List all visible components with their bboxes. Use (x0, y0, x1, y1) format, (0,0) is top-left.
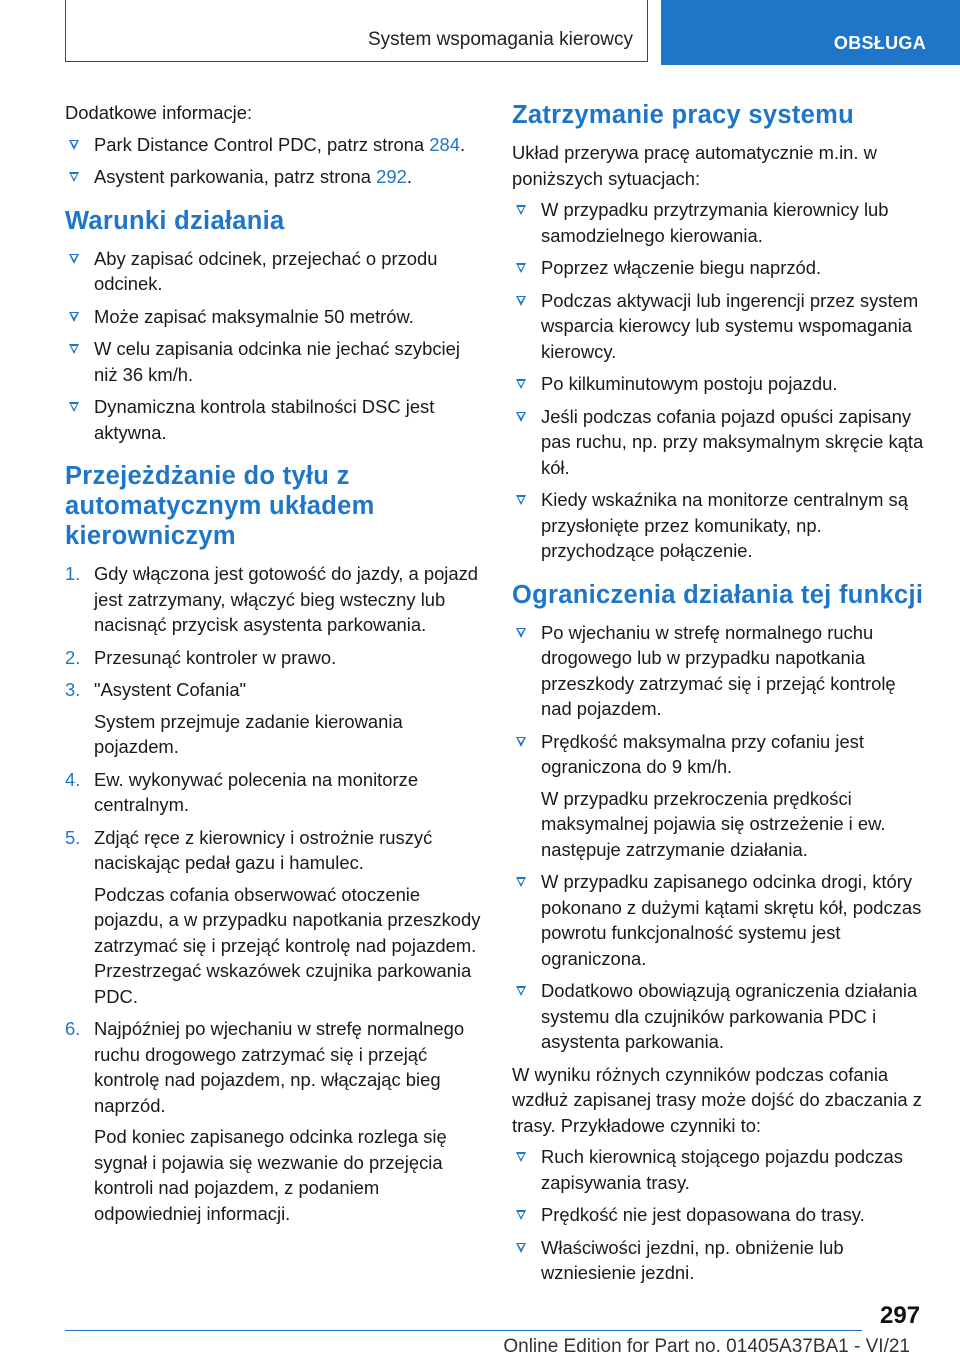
list-item: Park Distance Control PDC, patrz strona 284. (65, 132, 481, 158)
bullet-triangle-icon (516, 628, 526, 638)
list-item: Prędkość maksymalna przy cofaniu jest ograniczona do 9 km/h. W przypadku przekroczenia prędkości maksymalnej pojawia się ostrzeżenie i ew. następuje zatrzymanie działania. (512, 729, 928, 863)
list-item: W celu zapisania odcinka nie jechać szybciej niż 36 km/h. (65, 336, 481, 387)
running-header (65, 0, 648, 62)
bullet-triangle-icon (69, 172, 79, 182)
section-title: System wspomagania kierowcy (367, 29, 633, 50)
additional-info-list (65, 132, 481, 190)
bullet-triangle-icon (516, 205, 526, 215)
page-link[interactable]: 292 (376, 166, 407, 187)
list-item: Aby zapisać odcinek, przejechać o przodu odcinek. (65, 246, 481, 297)
list-item: Kiedy wskaźnika na monitorze centralnym są przysłonięte przez komunikaty, np. przychodzące połączenie. (512, 487, 928, 564)
list-item: Dodatkowo obowiązują ograniczenia działania systemu dla czujników parkowania PDC i asystenta parkowania. (512, 978, 928, 1055)
list-item: Dynamiczna kontrola stabilności DSC jest aktywna. (65, 394, 481, 445)
bullet-triangle-icon (516, 877, 526, 887)
limits-list (512, 620, 928, 1055)
steps-list (65, 561, 481, 1226)
bullet-triangle-icon (516, 412, 526, 422)
step-item: 3. "Asystent Cofania" System przejmuje zadanie kierowania pojazdem. (65, 677, 481, 760)
step-number: 5. (65, 826, 81, 848)
bullet-triangle-icon (69, 312, 79, 322)
list-item: Poprzez włączenie biegu naprzód. (512, 255, 928, 281)
conditions-list (65, 246, 481, 446)
list-item: Podczas aktywacji lub ingerencji przez system wsparcia kierowcy lub systemu wspomagania kierowcy. (512, 288, 928, 365)
bullet-triangle-icon (516, 263, 526, 273)
limits-heading: Ograniczenia działania tej funkcji (512, 580, 924, 609)
deviation-paragraph: W wyniku różnych czynników podczas cofania wzdłuż zapisanej trasy może dojść do zbaczania z trasy. Przykładowe czynniki to: (512, 1063, 922, 1136)
step-item: 1. Gdy włączona jest gotowość do jazdy, a pojazd jest zatrzymany, włączyć bieg wsteczny lub nacisnąć przycisk asystenta parkowania. (65, 563, 479, 635)
factors-list (512, 1144, 928, 1286)
list-item: W przypadku przytrzymania kierownicy lub samodzielnego kierowania. (512, 197, 928, 248)
bullet-triangle-icon (516, 1152, 526, 1162)
list-item: Może zapisać maksymalnie 50 metrów. (65, 304, 481, 330)
list-item: Jeśli podczas cofania pojazd opuści zapisany pas ruchu, np. przy maksymalnym skręcie kąta kół. (512, 404, 928, 481)
stop-heading: Zatrzymanie pracy systemu (512, 101, 854, 129)
chapter-tab (661, 0, 960, 65)
list-item: Asystent parkowania, patrz strona 292. (65, 164, 481, 190)
list-item: W przypadku zapisanego odcinka drogi, który pokonano z dużymi kątami skrętu kół, podczas powrotu funkcjonalność systemu jest ograniczona. (512, 869, 928, 971)
step-number: 3. (65, 679, 81, 700)
bullet-triangle-icon (516, 296, 526, 306)
chapter-tab-label: OBSŁUGA (833, 33, 926, 53)
step-item: 2. Przesunąć kontroler w prawo. (65, 645, 481, 671)
bullet-triangle-icon (69, 344, 79, 354)
additional-info-intro: Dodatkowe informacje: (65, 102, 253, 123)
footer-divider (65, 1330, 862, 1331)
conditions-heading: Warunki działania (65, 206, 285, 235)
stop-list (512, 197, 928, 564)
bullet-triangle-icon (516, 1243, 526, 1253)
item-note: W przypadku przekroczenia prędkości maksymalnej pojawia się ostrzeżenie i ew. następuje zatrzymanie działania. (541, 787, 886, 860)
left-column (65, 100, 481, 1233)
stop-intro: Układ przerywa pracę automatycznie m.in. w poniższych sytuacjach: (512, 142, 877, 189)
step-number: 4. (65, 768, 81, 790)
step-item: 6. Najpóźniej po wjechaniu w strefę normalnego ruchu drogowego zatrzymać się i przejąć kontrolę nad pojazdem, np. włączając bieg naprzód. Pod koniec zapisanego odcinka rozlega się sygnał i pojawia się wezwanie do przejęcia kontroli nad pojazdem, z podaniem odpowiedniej informacji. (65, 1016, 481, 1226)
bullet-triangle-icon (69, 402, 79, 412)
bullet-triangle-icon (69, 254, 79, 264)
bullet-triangle-icon (516, 1210, 526, 1220)
list-item: Właściwości jezdni, np. obniżenie lub wzniesienie jezdni. (512, 1235, 928, 1286)
step-note: System przejmuje zadanie kierowania pojazdem. (94, 710, 403, 757)
list-item: Po wjechaniu w strefę normalnego ruchu drogowego lub w przypadku napotkania przeszkody zatrzymać się i przejąć kontrolę nad pojazdem. (512, 620, 928, 722)
list-item: Po kilkuminutowym postoju pojazdu. (512, 371, 928, 397)
bullet-triangle-icon (516, 986, 526, 996)
reverse-heading: Przejeżdżanie do tyłu z automatycznym układem kierowniczym (65, 462, 375, 550)
bullet-triangle-icon (516, 495, 526, 505)
right-column (512, 100, 928, 1293)
bullet-triangle-icon (516, 379, 526, 389)
list-item: Prędkość nie jest dopasowana do trasy. (512, 1202, 928, 1228)
page-number: 297 (880, 1302, 921, 1329)
list-item: Ruch kierownicą stojącego pojazdu podczas zapisywania trasy. (512, 1144, 928, 1195)
bullet-triangle-icon (69, 140, 79, 150)
step-note: Pod koniec zapisanego odcinka rozlega się sygnał i pojawia się wezwanie do przejęcia kontroli nad pojazdem, z podaniem odpowiedniej informacji. (94, 1126, 447, 1224)
step-number: 6. (65, 1018, 81, 1039)
step-item: 4. Ew. wykonywać polecenia na monitorze centralnym. (65, 768, 419, 815)
edition-footer: Online Edition for Part no. 01405A37BA1 - VI/21 (503, 1336, 910, 1357)
step-note: Podczas cofania obserwować otoczenie pojazdu, a w przypadku napotkania przeszkody zatrzymać się i przejąć kontrolę nad pojazdem. Przestrzegać wskazówek czujnika parkowania PDC. (94, 883, 481, 1007)
step-item: 5. Zdjąć ręce z kierownicy i ostrożnie ruszyć naciskając pedał gazu i hamulec. Podczas cofania obserwować otoczenie pojazdu, a w przypadku napotkania przeszkody zatrzymać się i przejąć kontrolę nad pojazdem. Przestrzegać wskazówek czujnika parkowania PDC. (65, 825, 481, 1010)
bullet-triangle-icon (516, 737, 526, 747)
step-number: 2. (65, 646, 81, 668)
step-number: 1. (65, 563, 81, 584)
page-link[interactable]: 284 (429, 133, 460, 155)
